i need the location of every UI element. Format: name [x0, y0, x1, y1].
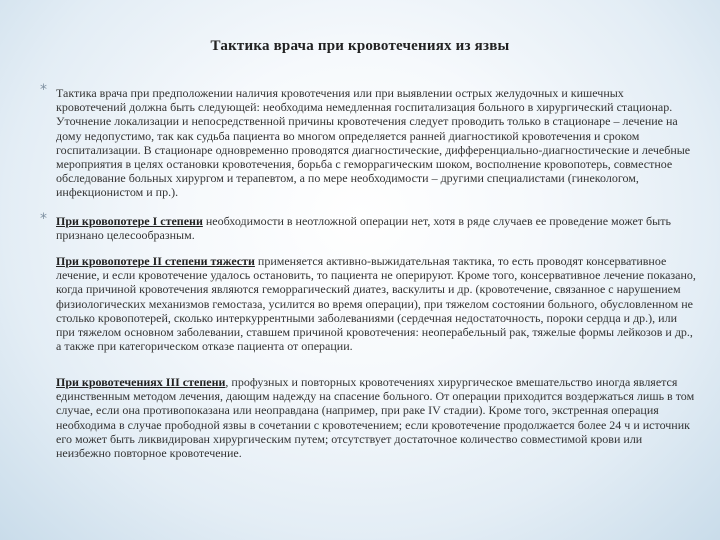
slide-title: Тактика врача при кровотечениях из язвы [210, 38, 510, 54]
grade-2-lead: При кровопотере II степени тяжести [56, 254, 255, 268]
paragraph-grade-3 [56, 375, 696, 460]
grade-2-text: применяется активно-выжидательная тактика, то есть проводят консервативное лечение, и если кровотечение удалось остановить, то пациента не оперируют. Кроме того, консервативное лечение показано, когда причиной кровотечения являются геморрагический диатез, васкулиты и др. (кровотечение, связанное с нарушением физиологических механизмов гемостаза, усилится во время операции), при тяжелом состоянии больного, обусловленном не столько кровопотерей, сколько интеркуррентными заболеваниями (сердечная недостаточность, пороки сердца и др.), или при тяжелом основном заболевании, ставшем причиной кровотечения: неоперабельный рак, тяжелые формы лейкозов и др., а также при категорическом отказе пациента от операции. [56, 254, 696, 354]
bullet-marker-1: * [40, 82, 47, 98]
bullet-marker-2: * [40, 211, 47, 227]
grade-3-text: , профузных и повторных кровотечениях хирургическое вмешательство иногда является единственным методом лечения, дающим надежду на спасение больного. От операции приходится воздержаться лишь в том случае, если она противопоказана или неоправдана (например, при раке IV стадии). Кроме того, экстренная операция необходима в случае прободной язвы в сочетании с кровотечением; если кровотечение продолжается более 24 ч и источник его может быть ликвидирован хирургическим путем; отсутствует достаточное количество совместимой крови или неизбежно повторное кровотечение. [56, 375, 695, 461]
paragraph-grade-2 [56, 254, 696, 353]
paragraph-hospitalization [56, 86, 696, 200]
grade-1-text: необходимости в неотложной операции нет, хотя в ряде случаев ее проведение может быть признано целесообразным. [56, 214, 671, 243]
grade-1-lead: При кровопотере I степени [56, 214, 203, 228]
paragraph-grade-1 [56, 214, 696, 242]
grade-3-lead: При кровотечениях III степени [56, 375, 226, 389]
paragraph-hospitalization-text: Тактика врача при предположении наличия кровотечения или при выявлении острых желудочных и кишечных кровотечений должна быть следующей: необходима немедленная госпитализация больного в хирургический стационар. Уточнение локализации и непосредственной причины кровотечения следует проводить только в стационаре – лечение на дому недопустимо, так как судьба пациента во многом определяется ранней диагностикой кровотечения и сроком госпитализации. В стационаре одновременно проводятся диагностические, дифференциально-диагностические и лечебные мероприятия в целях остановки кровотечения, борьба с геморрагическим шоком, восполнение кровопотерь, совместное обследование больных хирургом и терапевтом, а по мере необходимости – другими специалистами (гинекологом, инфекционистом и пр.). [56, 86, 691, 200]
